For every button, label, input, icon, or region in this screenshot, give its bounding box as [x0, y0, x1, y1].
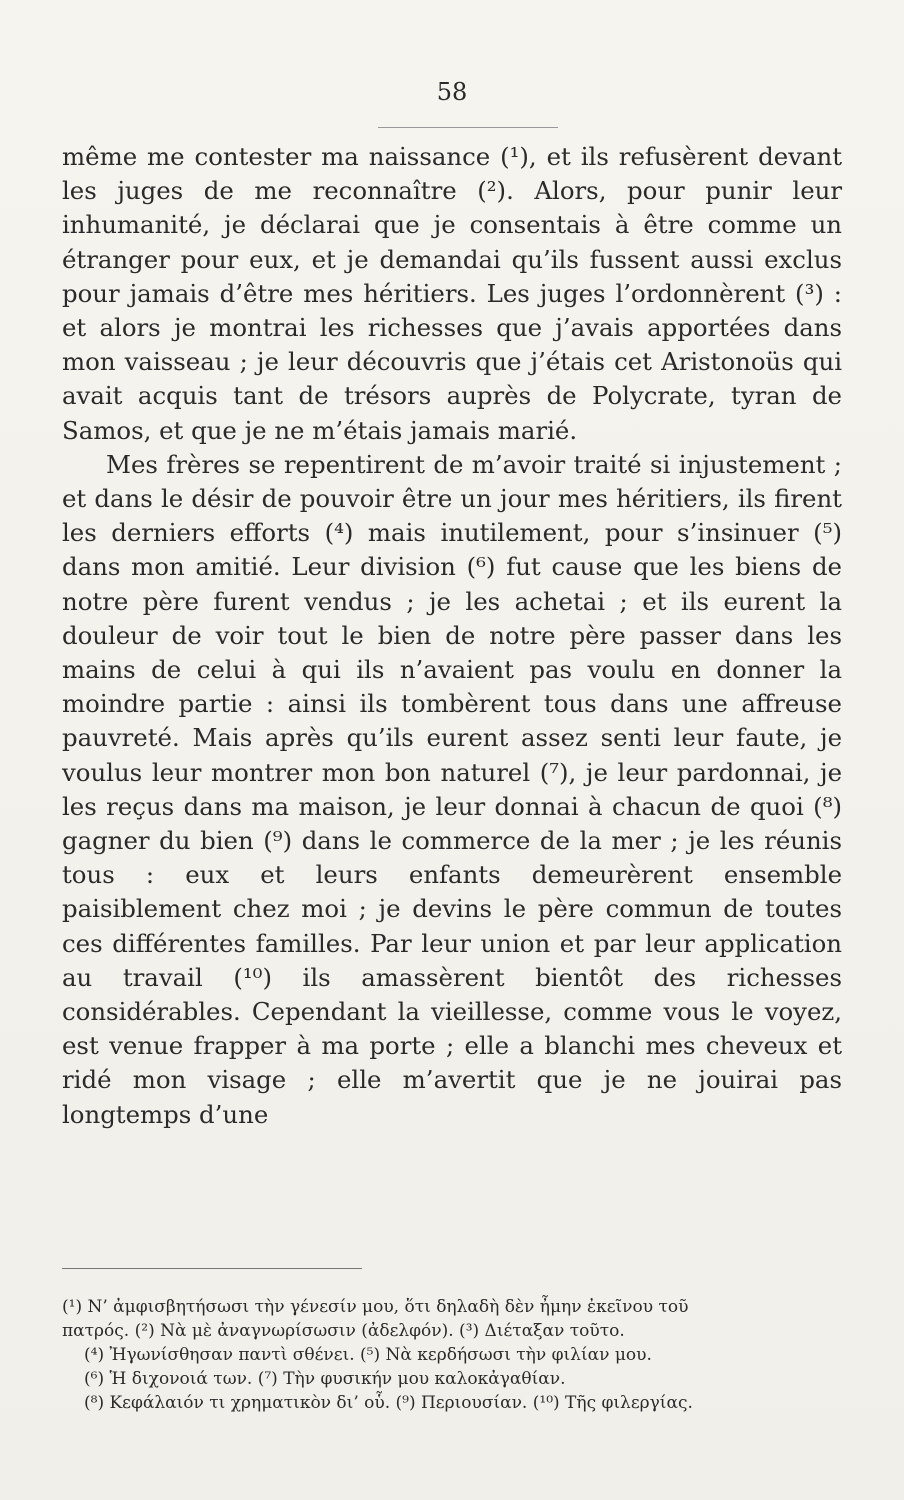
main-text [62, 140, 842, 1132]
paragraph: même me contester ma naissance (¹), et ils refusèrent devant les juges de me reconnaître (²). Alors, pour punir leur inhumanité, je déclarai que je consentais à être comme un étranger pour eux, et je demandai qu’ils fussent aussi exclus pour jamais d’être mes héritiers. Les juges l’ordonnèrent (³) : et alors je montrai les richesses que j’avais apportées dans mon vaisseau ; je leur découvris que j’étais cet Aristonoüs qui avait acquis tant de trésors auprès de Polycrate, tyran de Samos, et que je ne m’étais jamais marié. [62, 142, 842, 445]
paragraph: Mes frères se repentirent de m’avoir traité si injustement ; et dans le désir de pouvoir être un jour mes héritiers, ils firent les derniers efforts (⁴) mais inutilement, pour s’insinuer (⁵) dans mon amitié. Leur division (⁶) fut cause que les biens de notre père furent vendus ; je les achetai ; et ils eurent la douleur de voir tout le bien de notre père passer dans les mains de celui à qui ils n’avaient pas voulu en donner la moindre partie : ainsi ils tombèrent tous dans une affreuse pauvreté. Mais après qu’ils eurent assez senti leur faute, je voulus leur montrer mon bon naturel (⁷), je leur pardonnai, je les reçus dans ma maison, je leur donnai à chacun de quoi (⁸) gagner du bien (⁹) dans le commerce de la mer ; je les réunis tous : eux et leurs enfants demeurèrent ensemble paisiblement chez moi ; je devins le père commun de toutes ces différentes familles. Par leur union et par leur application au travail (¹⁰) ils amassèrent bientôt des richesses considérables. Cependant la vieillesse, comme vous le voyez, est venue frapper à ma porte ; elle a blanchi mes cheveux et ridé mon visage ; elle m’avertit que je ne jouirai pas longtemps d’une [62, 449, 842, 1129]
footnote-line: πατρός. (²) Νὰ μὲ ἀναγνωρίσωσιν (ἀδελφόν). (³) Διέταξαν τοῦτο. [62, 1321, 625, 1341]
footnote-line: (⁴) Ἠγωνίσθησαν παντὶ σθένει. (⁵) Νὰ κερδήσωσι τὴν φιλίαν μου. [84, 1345, 652, 1365]
footnote-line: (⁸) Κεφάλαιόν τι χρηματικὸν δι’ οὗ. (⁹) Περιουσίαν. (¹⁰) Τῆς φιλεργίας. [84, 1393, 693, 1413]
footnote-line: (¹) Ν’ ἀμφισβητήσωσι τὴν γένεσίν μου, ὅτι δηλαδὴ δὲν ἦμην ἐκεῖνου τοῦ [62, 1297, 689, 1317]
footnotes [62, 1295, 850, 1415]
header-rule [378, 127, 558, 128]
page-number: 58 [436, 78, 468, 106]
footnote-line: (⁶) Ἡ διχονοιά των. (⁷) Τὴν φυσικήν μου καλοκἀγαθίαν. [84, 1369, 566, 1389]
footnote-rule [62, 1268, 362, 1269]
